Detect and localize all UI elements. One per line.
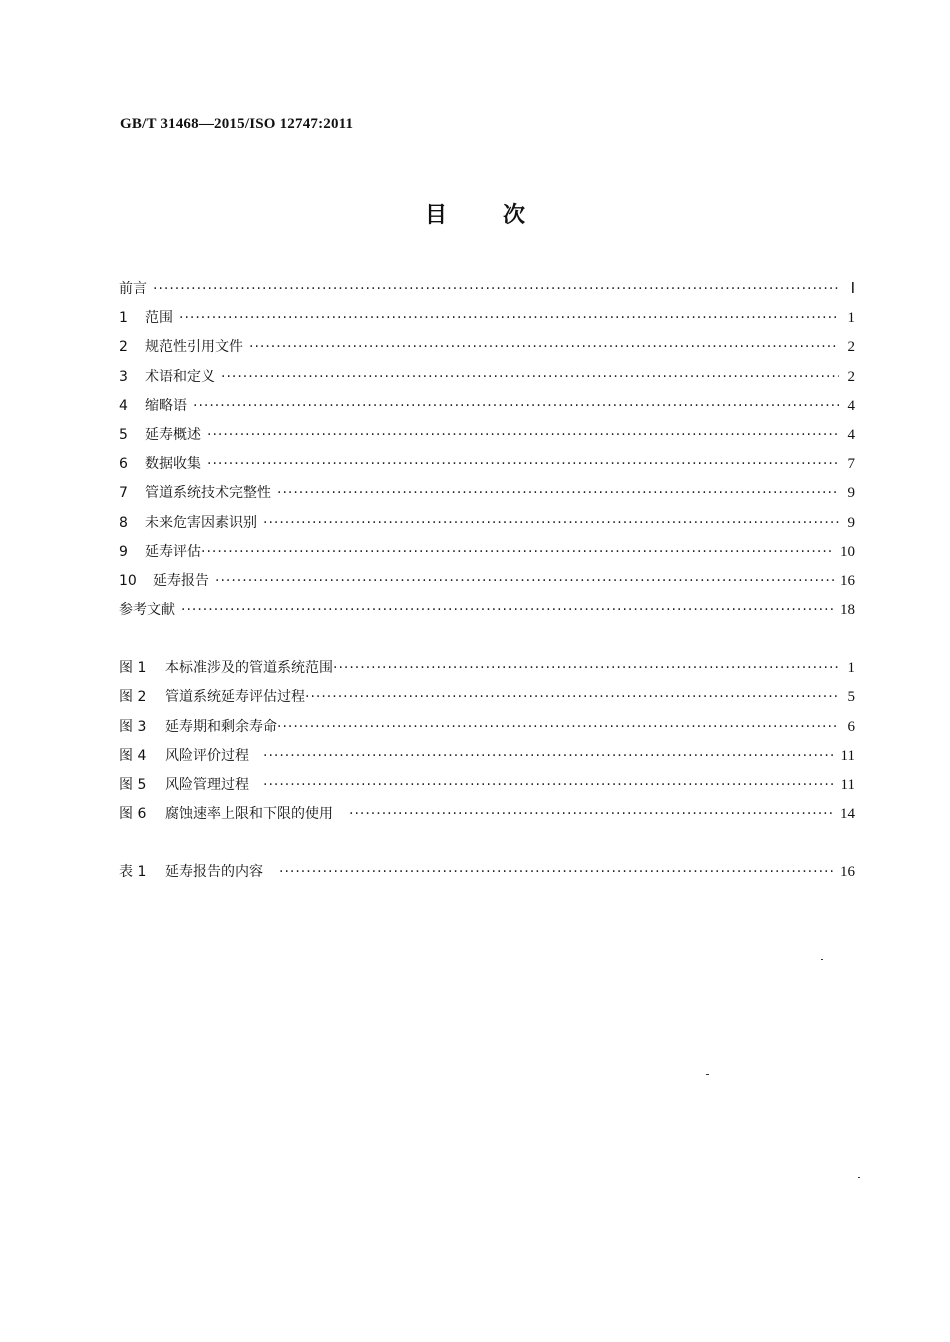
dot-leader [305, 686, 839, 708]
toc-entry-page: 9 [847, 485, 855, 502]
dot-leader [201, 541, 834, 563]
toc-title [0, 198, 950, 229]
section-spacer [119, 628, 855, 657]
toc-entry-label: 规范性引用文件 [145, 339, 243, 356]
toc-entry-number: 4 [119, 397, 128, 414]
toc-entry-number: 图 5 [119, 777, 147, 793]
toc-entry-page: 4 [847, 426, 855, 443]
toc-entry-page: 2 [847, 368, 855, 385]
toc-entry-label: 管道系统延寿评估过程 [165, 689, 305, 706]
toc-entry-section-4[interactable] [119, 395, 855, 424]
toc-entry-page: 7 [847, 456, 855, 473]
toc-entry-number: 5 [119, 426, 128, 443]
toc-entry-page: 2 [847, 339, 855, 356]
toc-entry-number: 图 6 [119, 806, 147, 823]
toc-entry-label: 范围 [145, 310, 173, 327]
toc-entry-section-9[interactable] [119, 541, 855, 570]
toc-entry-label: 延寿期和剩余寿命 [165, 718, 277, 735]
toc-entry-page: 11 [840, 777, 855, 793]
toc-entry-number: 8 [119, 514, 128, 531]
toc-entry-section-2[interactable] [119, 336, 855, 365]
toc-entry-label: 前言 [119, 281, 147, 297]
toc-title-char-2: 次 [503, 203, 526, 228]
toc-entry-table-1[interactable] [119, 861, 855, 890]
section-spacer [119, 832, 855, 861]
dot-leader [215, 570, 834, 592]
toc-entry-number: 3 [119, 368, 128, 385]
toc-entry-label: 管道系统技术完整性 [145, 485, 271, 502]
toc-entry-number: 2 [119, 339, 128, 356]
toc-entry-figure-4[interactable] [119, 745, 855, 774]
dot-leader [279, 861, 834, 883]
toc-entry-section-1[interactable] [119, 307, 855, 336]
table-of-contents [119, 278, 855, 891]
dot-leader [263, 745, 835, 767]
toc-entry-page: 11 [840, 747, 855, 764]
toc-entry-number: 9 [119, 543, 128, 560]
standard-code: GB/T 31468—2015/ISO 12747:2011 [120, 116, 354, 132]
toc-title-char-1: 目 [424, 203, 447, 228]
toc-entry-figure-2[interactable] [119, 686, 855, 715]
scan-speck [821, 959, 823, 960]
toc-entry-figure-1[interactable] [119, 657, 855, 686]
dot-leader [333, 657, 839, 679]
toc-entry-bibliography[interactable] [119, 599, 855, 628]
toc-entry-label: 延寿报告 [153, 572, 209, 589]
scan-speck [858, 1177, 860, 1178]
toc-entry-figure-6[interactable] [119, 803, 855, 832]
toc-entry-page: Ⅰ [850, 281, 855, 297]
toc-entry-label: 未来危害因素识别 [145, 514, 257, 531]
toc-entry-page: 16 [840, 864, 855, 881]
dot-leader [179, 307, 839, 329]
toc-entry-label: 延寿评估 [145, 543, 201, 560]
toc-entry-page: 4 [847, 397, 855, 414]
toc-entry-number: 6 [119, 456, 128, 473]
toc-entry-page: 1 [847, 660, 855, 677]
toc-entry-page: 1 [847, 310, 855, 327]
toc-entry-label: 本标准涉及的管道系统范围 [165, 660, 333, 677]
toc-entry-section-3[interactable] [119, 366, 855, 395]
toc-entry-number: 1 [119, 310, 128, 327]
toc-entry-label: 延寿报告的内容 [165, 864, 263, 881]
dot-leader [153, 278, 839, 300]
toc-entry-figure-3[interactable] [119, 716, 855, 745]
toc-entry-section-7[interactable] [119, 482, 855, 511]
dot-leader [181, 599, 834, 621]
toc-entry-foreword[interactable] [119, 278, 855, 307]
toc-entry-page: 9 [847, 514, 855, 531]
toc-entry-figure-5[interactable] [119, 774, 855, 803]
dot-leader [277, 716, 839, 738]
dot-leader [193, 395, 839, 417]
toc-entry-label: 术语和定义 [145, 368, 215, 385]
dot-leader [207, 453, 839, 475]
toc-entry-section-8[interactable] [119, 512, 855, 541]
toc-entry-page: 14 [840, 806, 855, 823]
toc-entry-label: 腐蚀速率上限和下限的使用 [165, 806, 333, 823]
toc-entry-label: 缩略语 [145, 397, 187, 414]
scan-speck [706, 1074, 709, 1075]
dot-leader [221, 366, 839, 388]
toc-entry-number: 图 1 [119, 660, 147, 677]
toc-entry-label: 风险管理过程 [165, 777, 249, 793]
toc-entry-page: 18 [840, 602, 855, 619]
toc-entry-number: 10 [119, 572, 137, 589]
toc-entry-label: 延寿概述 [145, 426, 201, 443]
toc-entry-page: 5 [847, 689, 855, 706]
dot-leader [249, 336, 839, 358]
toc-entry-number: 表 1 [119, 864, 147, 881]
dot-leader [277, 482, 839, 504]
toc-entry-number: 图 3 [119, 718, 147, 735]
toc-entry-section-10[interactable] [119, 570, 855, 599]
toc-entry-number: 图 4 [119, 747, 147, 764]
dot-leader [207, 424, 839, 446]
toc-entry-section-6[interactable] [119, 453, 855, 482]
toc-entry-number: 图 2 [119, 689, 147, 706]
toc-entry-label: 数据收集 [145, 456, 201, 473]
dot-leader [263, 512, 839, 534]
dot-leader [349, 803, 834, 825]
toc-entry-page: 6 [847, 718, 855, 735]
dot-leader [263, 774, 835, 796]
toc-entry-number: 7 [119, 485, 128, 502]
toc-entry-page: 10 [840, 543, 855, 560]
toc-entry-section-5[interactable] [119, 424, 855, 453]
toc-entry-label: 参考文献 [119, 602, 175, 619]
toc-entry-label: 风险评价过程 [165, 747, 249, 764]
toc-entry-page: 16 [840, 572, 855, 589]
